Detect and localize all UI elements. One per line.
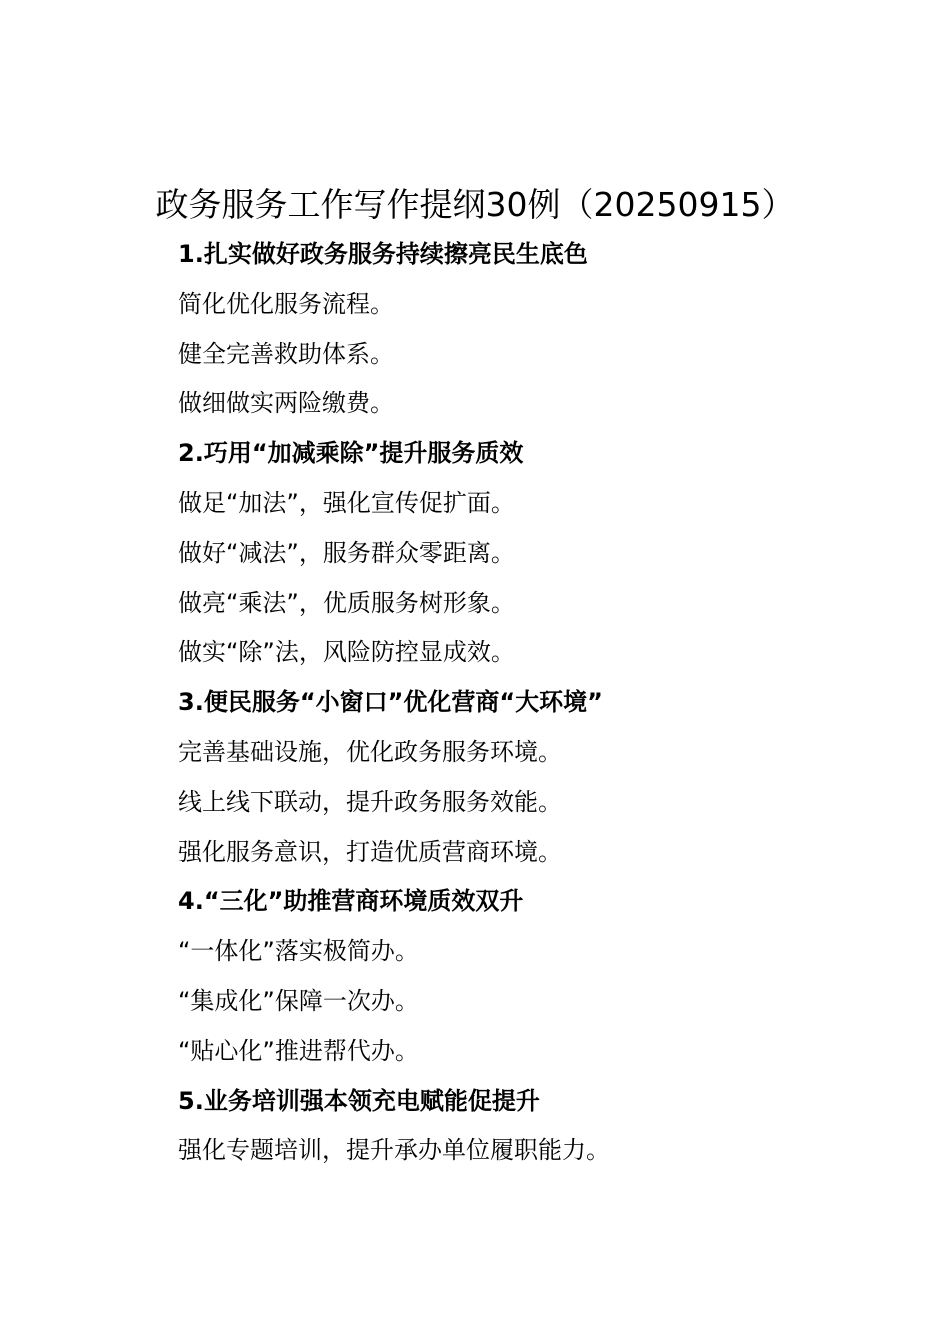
section-heading: 2.巧用“加减乘除”提升服务质效 — [178, 439, 524, 468]
section-item: 强化专题培训，提升承办单位履职能力。 — [178, 1136, 610, 1165]
section-item: “贴心化”推进帮代办。 — [178, 1036, 419, 1065]
section-item: 简化优化服务流程。 — [178, 289, 394, 318]
document-title: 政务服务工作写作提纲30例（20250915） — [155, 185, 795, 224]
document-body — [178, 230, 898, 1176]
section-item: “集成化”保障一次办。 — [178, 986, 419, 1015]
section-item: 强化服务意识，打造优质营商环境。 — [178, 837, 562, 866]
section-item: 做好“减法”，服务群众零距离。 — [178, 538, 515, 567]
section-item: 完善基础设施，优化政务服务环境。 — [178, 737, 562, 766]
section-item: 做足“加法”，强化宣传促扩面。 — [178, 488, 515, 517]
section-heading: 1.扎实做好政务服务持续擦亮民生底色 — [178, 240, 588, 268]
section-item: 做亮“乘法”，优质服务树形象。 — [178, 588, 515, 617]
section-heading: 3.便民服务“小窗口”优化营商“大环境” — [178, 688, 603, 717]
section-heading: 5.业务培训强本领充电赋能促提升 — [178, 1086, 540, 1115]
section-item: 做细做实两险缴费。 — [178, 389, 394, 418]
section-item: 做实“除”法，风险防控显成效。 — [178, 638, 515, 667]
section-item: “一体化”落实极简办。 — [178, 937, 419, 966]
section-heading: 4.“三化”助推营商环境质效双升 — [178, 887, 524, 916]
section-item: 健全完善救助体系。 — [178, 339, 394, 368]
section-item: 线上线下联动，提升政务服务效能。 — [178, 787, 562, 816]
